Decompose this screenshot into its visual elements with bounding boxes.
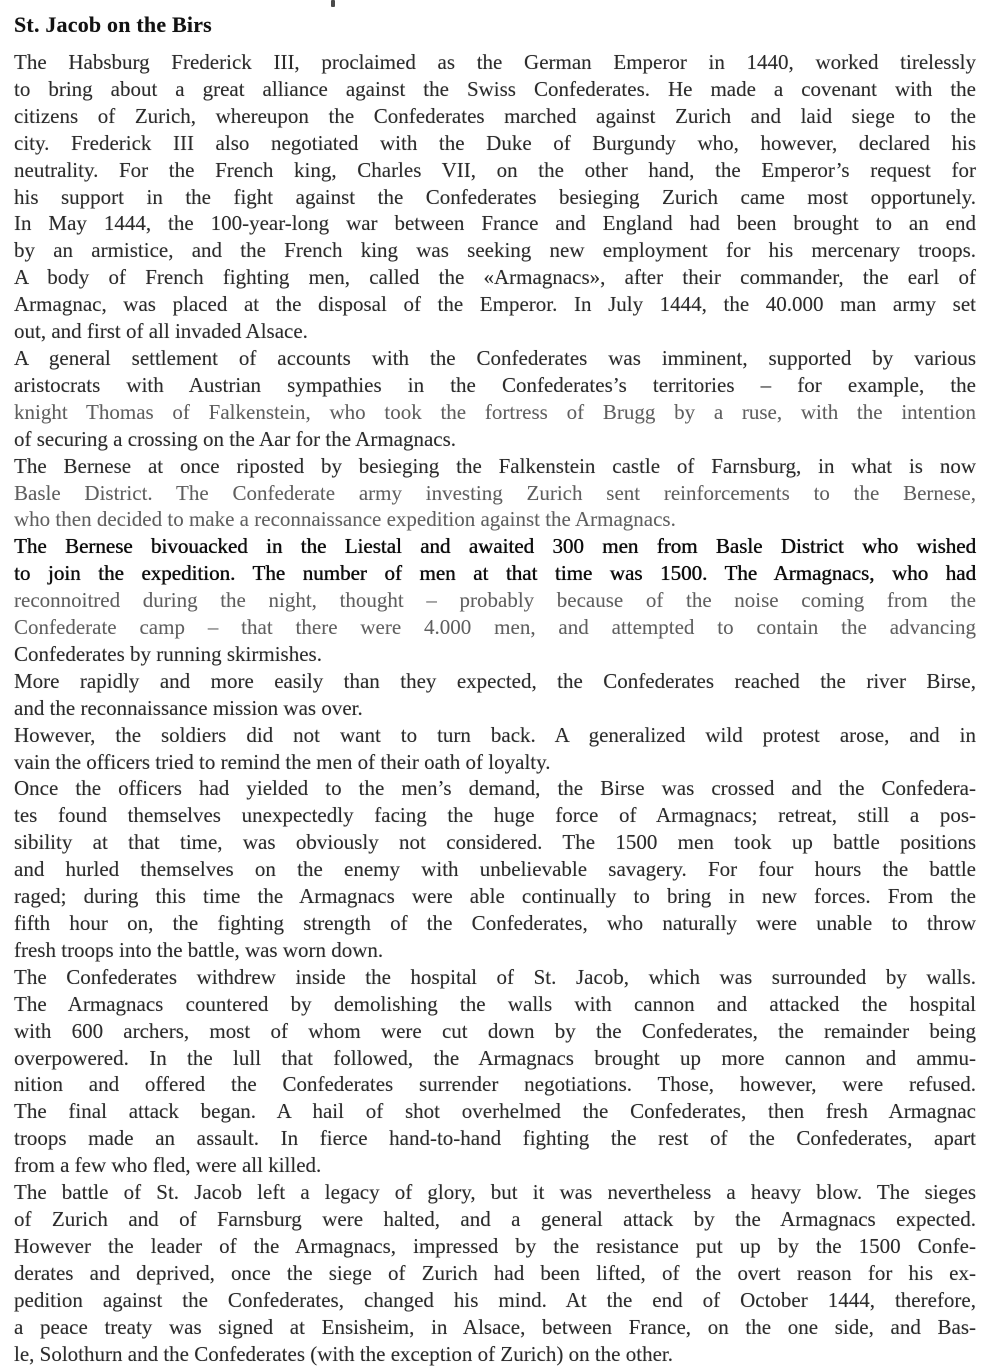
- text-line: knight Thomas of Falkenstein, who took the fortress of Brugg by a ruse, with the intention: [14, 399, 976, 424]
- text-line: The Armagnacs countered by demolishing the walls with cannon and attacked the hospital: [14, 991, 976, 1016]
- text-line: neutrality. For the French king, Charles VII, on the other hand, the Emperor’s request for: [14, 157, 976, 182]
- paragraph: [14, 49, 976, 345]
- text-line: The Habsburg Frederick III, proclaimed as the German Emperor in 1440, worked tirelessly: [14, 50, 976, 74]
- paragraph: [14, 964, 976, 1179]
- paragraph: [14, 1233, 976, 1366]
- paragraph: [14, 345, 976, 453]
- text-line: A body of French fighting men, called the «Armagnacs», after their commander, the earl of: [14, 265, 976, 290]
- text-line: and hurled themselves on the enemy with unbelievable savagery. For four hours the battle: [14, 857, 976, 882]
- text-line: nition and offered the Confederates surrender negotiations. Those, however, were refused.: [14, 1072, 976, 1097]
- text-line: The final attack began. A hail of shot overhelmed the Confederates, then fresh Armagnac: [14, 1099, 976, 1124]
- text-line: citizens of Zurich, whereupon the Confederates marched against Zurich and laid siege to the: [14, 103, 976, 128]
- text-line: sibility at that time, was obviously not considered. The 1500 men took up battle positions: [14, 830, 976, 855]
- text-line: by an armistice, and the French king was seeking new employment for his mercenary troops.: [14, 238, 976, 263]
- text-line: fifth hour on, the fighting strength of the Confederates, who naturally were unable to throw: [14, 911, 976, 935]
- text-line: out, and first of all invaded Alsace.: [14, 319, 308, 344]
- text-line: The Confederates withdrew inside the hospital of St. Jacob, which was surrounded by walls.: [14, 964, 976, 989]
- text-line: derates and deprived, once the siege of Zurich had been lifted, of the overt reason for his ex-: [14, 1260, 976, 1285]
- text-line: and the reconnaissance mission was over.: [14, 695, 363, 720]
- text-line: Confederates by running skirmishes.: [14, 641, 322, 666]
- text-line: However the leader of the Armagnacs, impressed by the resistance put up by the 1500 Confe-: [14, 1233, 976, 1258]
- scan-speck-artifact: [331, 0, 335, 7]
- page-content: [14, 12, 976, 1366]
- text-line: More rapidly and more easily than they expected, the Confederates reached the river Birse,: [14, 668, 976, 693]
- text-line: his support in the fight against the Confederates besieging Zurich came most opportunely.: [14, 184, 976, 209]
- text-line: tes found themselves unexpectedly facing the huge force of Armagnacs; retreat, still a pos-: [14, 803, 976, 828]
- text-line: troops made an assault. In fierce hand-to-hand fighting the rest of the Confederates, apart: [14, 1126, 976, 1151]
- text-line: a peace treaty was signed at Ensisheim, in Alsace, between France, on the one side, and Bas-: [14, 1314, 976, 1339]
- text-line: overpowered. In the lull that followed, the Armagnacs brought up more cannon and ammu-: [14, 1045, 976, 1070]
- paragraph: [14, 453, 976, 534]
- text-line: raged; during this time the Armagnacs were able continually to bring in new forces. From the: [14, 884, 976, 909]
- text-line: fresh troops into the battle, was worn down.: [14, 937, 384, 962]
- text-line: to join the expedition. The number of men at that time was 1500. The Armagnacs, who had: [14, 561, 976, 586]
- text-line: reconnoitred during the night, thought – probably because of the noise coming from the: [14, 588, 976, 613]
- text-line: The Bernese bivouacked in the Liestal and awaited 300 men from Basle District who wished: [14, 534, 976, 559]
- text-line: The battle of St. Jacob left a legacy of glory, but it was nevertheless a heavy blow. The sieges: [14, 1180, 976, 1205]
- text-line: Basle District. The Confederate army investing Zurich sent reinforcements to the Bernese,: [14, 480, 976, 505]
- text-line: However, the soldiers did not want to turn back. A generalized wild protest arose, and in: [14, 722, 976, 747]
- text-line: of Zurich and of Farnsburg were halted, and a general attack by the Armagnacs expected.: [14, 1206, 976, 1231]
- text-line: vain the officers tried to remind the men of their oath of loyalty.: [14, 749, 551, 774]
- body-text: [14, 49, 976, 1366]
- text-line: city. Frederick III also negotiated with the Duke of Burgundy who, however, declared his: [14, 130, 976, 155]
- text-line: le, Solothurn and the Confederates (with the exception of Zurich) on the other.: [14, 1341, 673, 1366]
- text-line: Once the officers had yielded to the men’s demand, the Birse was crossed and the Confedera-: [14, 776, 976, 801]
- text-line: A general settlement of accounts with the Confederates was imminent, supported by various: [14, 345, 976, 370]
- text-line: from a few who fled, were all killed.: [14, 1153, 322, 1178]
- paragraph: [14, 668, 976, 722]
- paragraph: [14, 1179, 976, 1233]
- text-line: In May 1444, the 100-year-long war between France and England had been brought to an end: [14, 211, 976, 236]
- text-line: who then decided to make a reconnaissance expedition against the Armagnacs.: [14, 507, 676, 532]
- text-line: to bring about a great alliance against the Swiss Confederates. He made a covenant with the: [14, 76, 976, 101]
- text-line: pedition against the Confederates, changed his mind. At the end of October 1444, therefore,: [14, 1287, 976, 1312]
- paragraph: [14, 775, 976, 963]
- page-title: St. Jacob on the Birs: [14, 12, 212, 37]
- text-line: of securing a crossing on the Aar for the Armagnacs.: [14, 426, 457, 451]
- text-line: Confederate camp – that there were 4.000 men, and attempted to contain the advancing: [14, 615, 976, 640]
- paragraph: [14, 722, 976, 776]
- text-line: with 600 archers, most of whom were cut down by the Confederates, the remainder being: [14, 1018, 976, 1043]
- text-line: aristocrats with Austrian sympathies in the Confederates’s territories – for example, the: [14, 372, 976, 397]
- paragraph: [14, 533, 976, 668]
- text-line: Armagnac, was placed at the disposal of the Emperor. In July 1444, the 40.000 man army set: [14, 292, 976, 317]
- text-line: The Bernese at once riposted by besieging the Falkenstein castle of Farnsburg, in what is now: [14, 453, 976, 478]
